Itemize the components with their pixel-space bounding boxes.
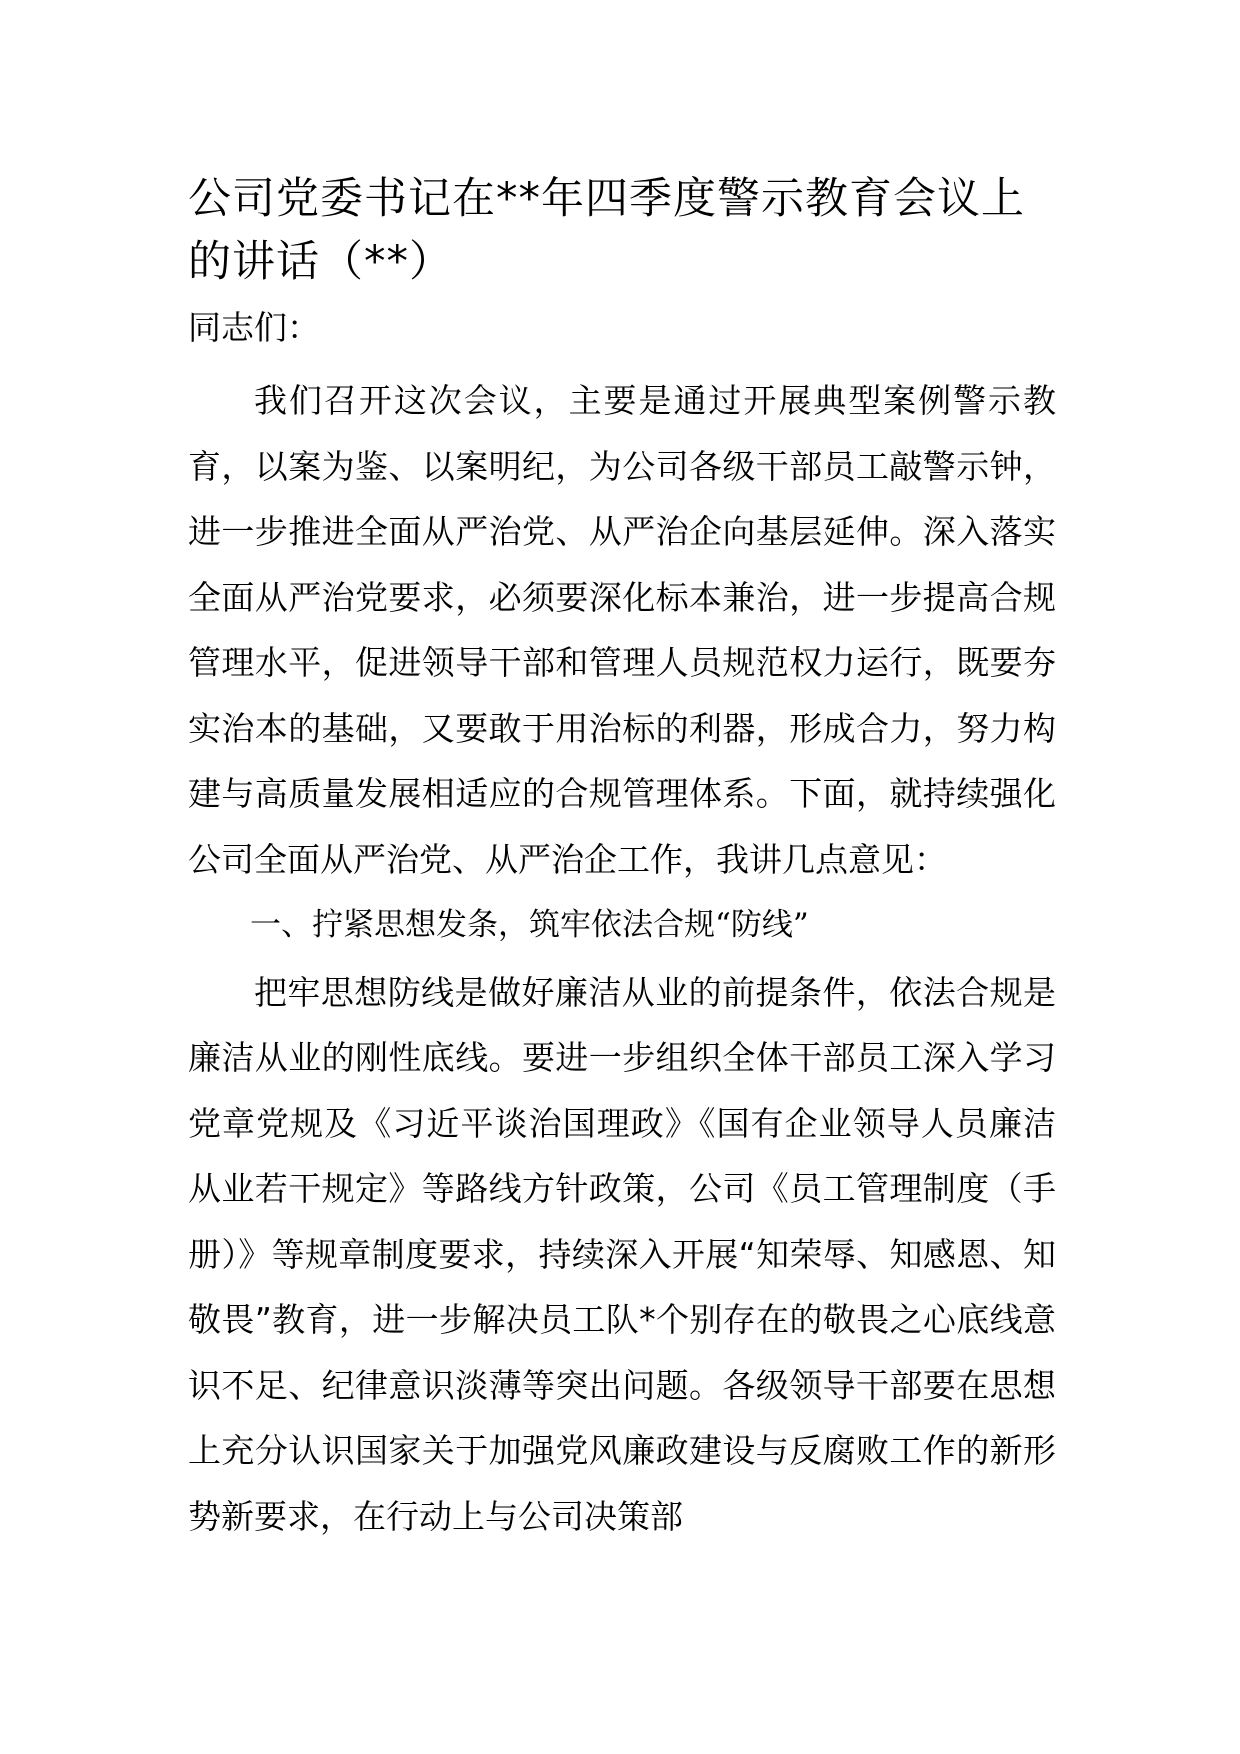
salutation: 同志们：: [188, 308, 320, 347]
paragraph-section-1: 把牢思想防线是做好廉洁从业的前提条件，依法合规是廉洁从业的刚性底线。要进一步组织全体干部员工深入学习党章党规及《习近平谈治国理政》《国有企业领导人员廉洁从业若干规定》等路线方针政策，公司《员工管理制度（手册）》等规章制度要求，持续深入开展“知荣辱、知感恩、知敬畏”教育，进一步解决员工队*个别存在的敬畏之心底线意识不足、纪律意识淡薄等突出问题。各级领导干部要在思想上充分认识国家关于加强党风廉政建设与反腐败工作的新形势新要求，在行动上与公司决策部: [188, 972, 1056, 1536]
section-heading-1: 一、拧紧思想发条，筑牢依法合规“防线”: [250, 907, 809, 943]
document-body: [188, 368, 1056, 1549]
document-title: 公司党委书记在**年四季度警示教育会议上的讲话（**）: [188, 174, 1025, 287]
paragraph-intro: 我们召开这次会议，主要是通过开展典型案例警示教育，以案为鉴、以案明纪，为公司各级干部员工敲警示钟，进一步推进全面从严治党、从严治企向基层延伸。深入落实全面从严治党要求，必须要深化标本兼治，进一步提高合规管理水平，促进领导干部和管理人员规范权力运行，既要夯实治本的基础，又要敢于用治标的利器，形成合力，努力构建与高质量发展相适应的合规管理体系。下面，就持续强化公司全面从严治党、从严治企工作，我讲几点意见：: [188, 381, 1056, 879]
